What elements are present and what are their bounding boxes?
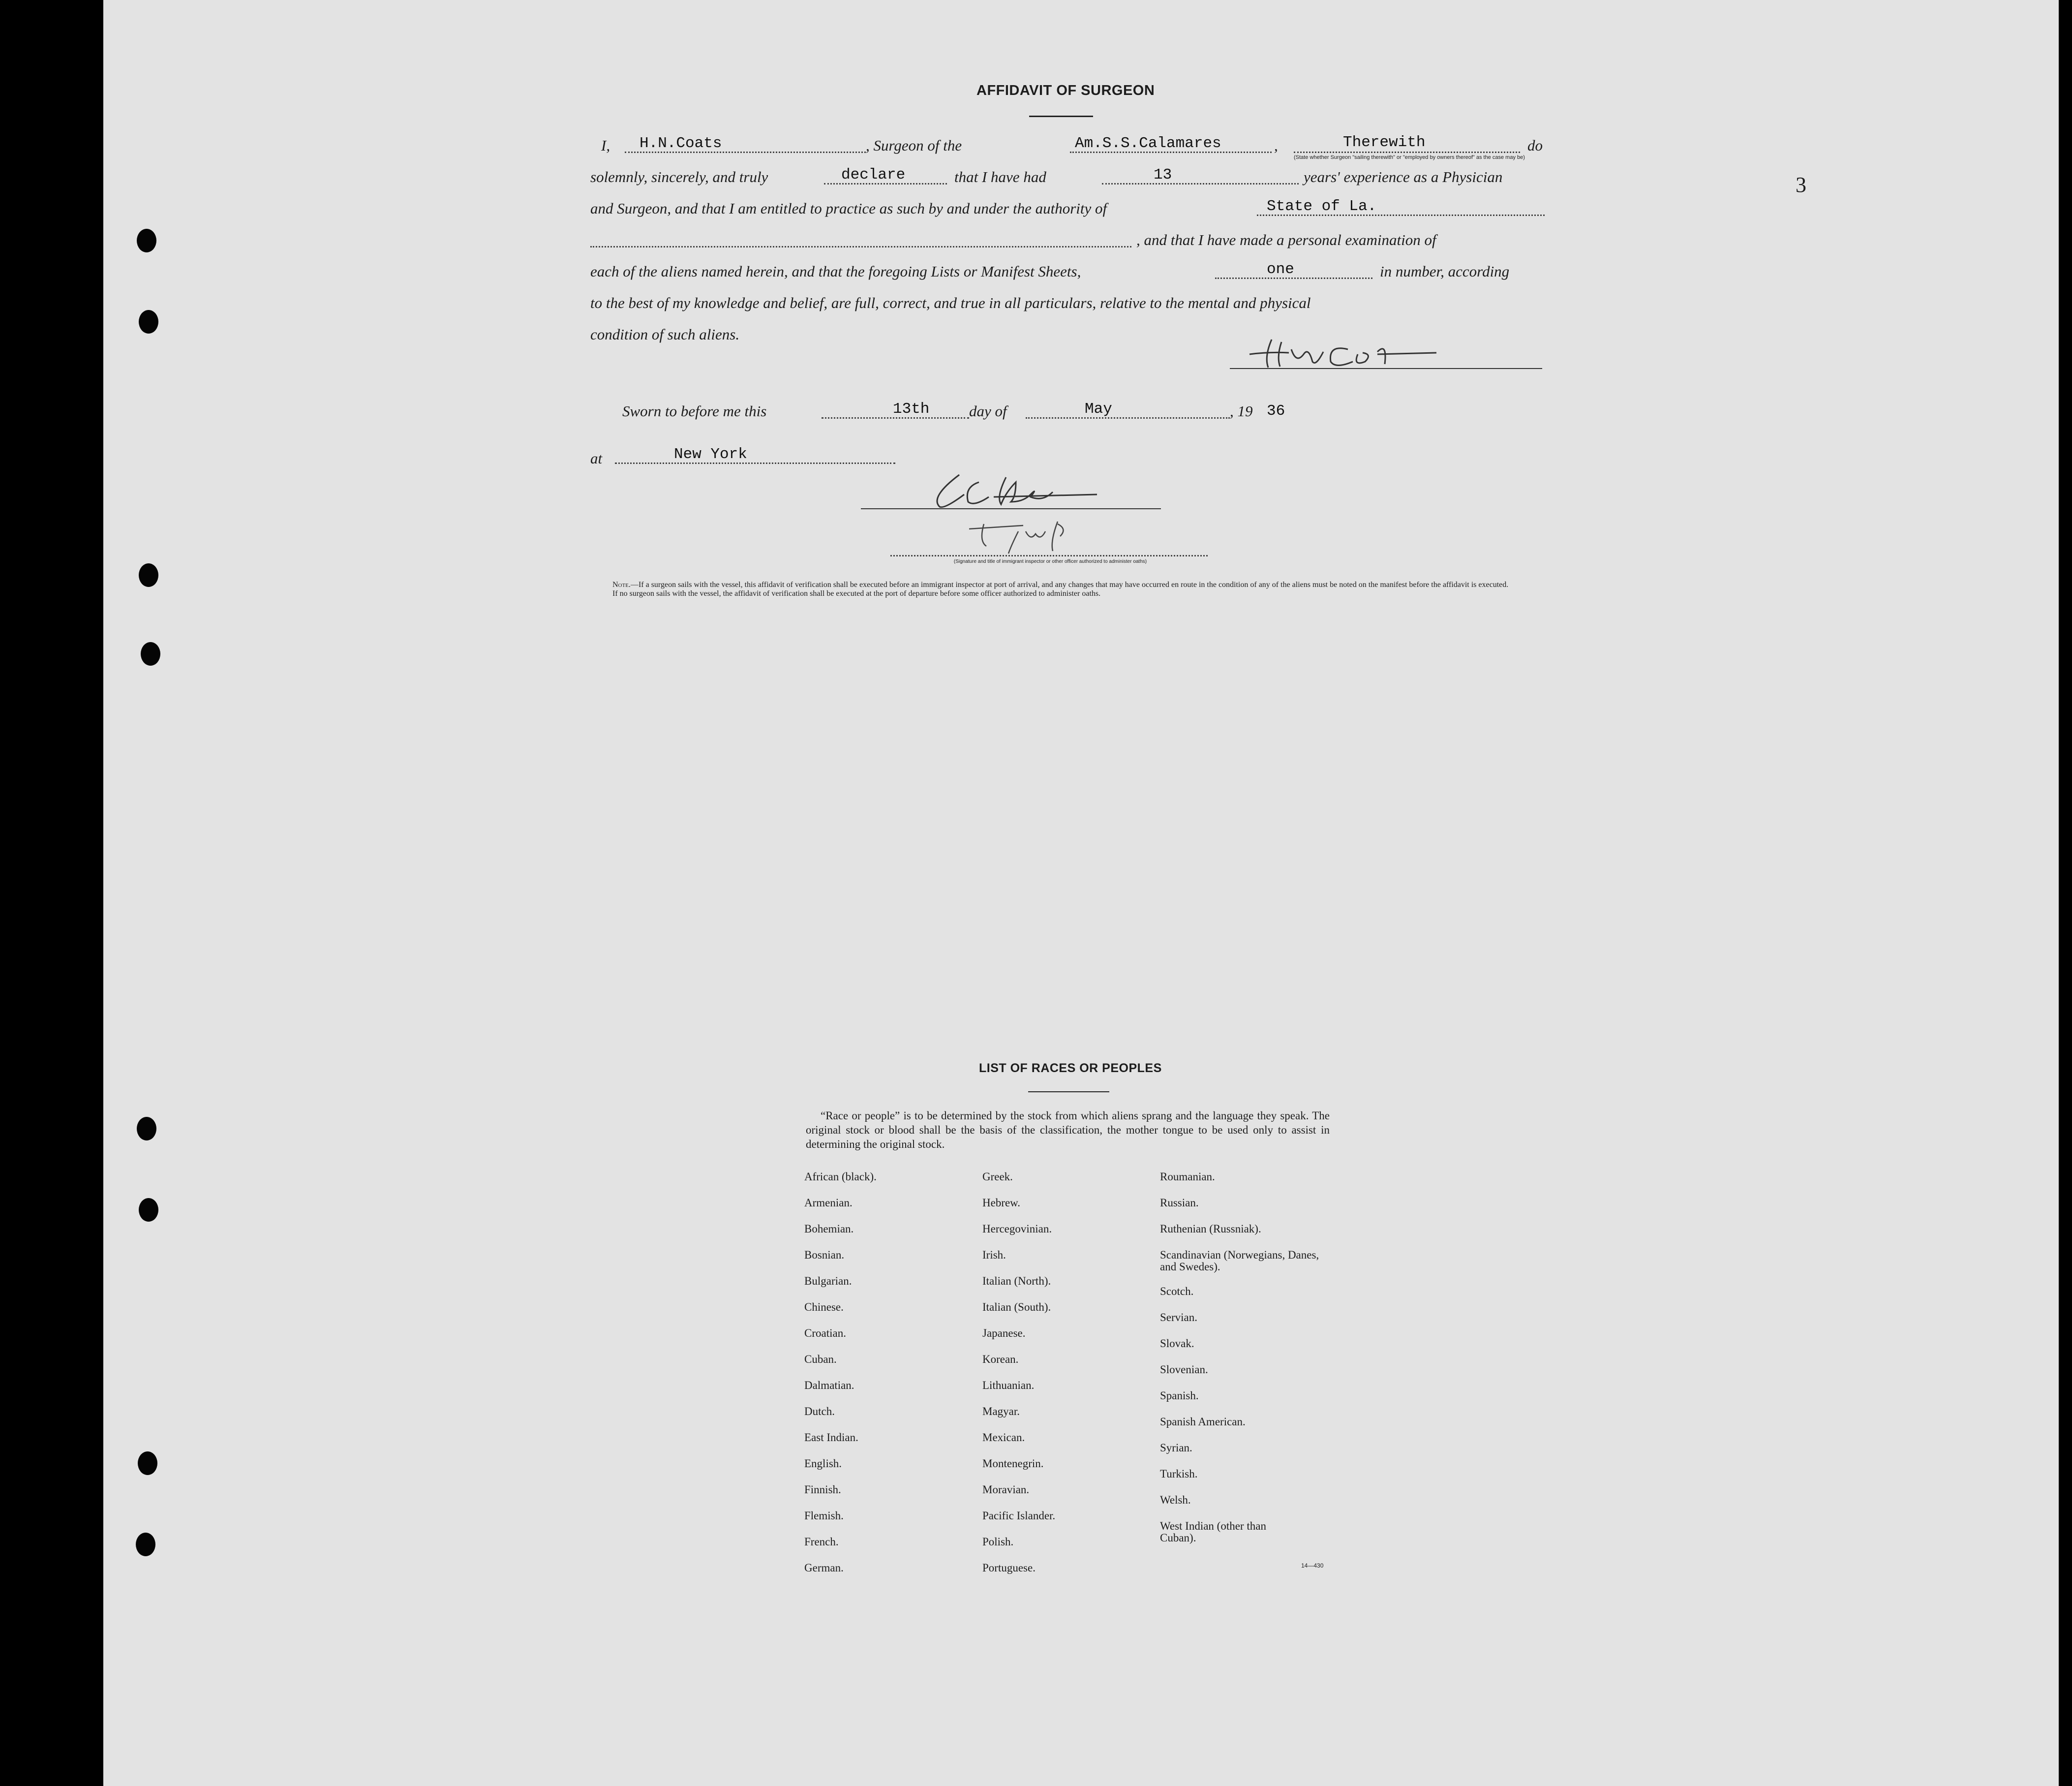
surgeon-signature-line [1230, 368, 1542, 369]
label-solemnly: solemnly, sincerely, and truly [590, 168, 768, 185]
label-year-prefix: , 19 [1230, 402, 1253, 420]
race-item: Italian (South). [982, 1301, 1051, 1313]
race-item: Russian. [1160, 1197, 1199, 1209]
race-item: Korean. [982, 1353, 1019, 1365]
race-item: Lithuanian. [982, 1379, 1035, 1391]
race-item: African (black). [804, 1170, 877, 1183]
race-item: Scotch. [1160, 1285, 1194, 1297]
affidavit-line-2 [590, 168, 1545, 188]
dotted-line [1026, 417, 1230, 419]
label-surgeon-of: , Surgeon of the [866, 137, 962, 154]
race-item: Turkish. [1160, 1468, 1198, 1480]
race-item: Welsh. [1160, 1494, 1191, 1506]
label-comma: , [1274, 137, 1278, 154]
capacity-note: (State whether Surgeon "sailing therewith" or "employed by owners thereof" as the case may be) [1294, 154, 1525, 160]
punch-hole [139, 1198, 158, 1222]
race-item: German. [804, 1562, 844, 1574]
inspector-signature [910, 467, 1146, 566]
sheets-count: one [1267, 261, 1294, 278]
affidavit-title: AFFIDAVIT OF SURGEON [976, 83, 1155, 98]
race-item: Greek. [982, 1170, 1013, 1183]
races-column-3 [1160, 1171, 1337, 1557]
punch-hole [139, 310, 158, 334]
label-i: I, [601, 137, 610, 154]
race-item: Hebrew. [982, 1197, 1021, 1209]
race-item: Spanish. [1160, 1389, 1199, 1402]
race-item: English. [804, 1457, 842, 1470]
inspector-title-line [890, 555, 1208, 556]
place-line [590, 446, 1545, 469]
label-sworn: Sworn to before me this [622, 402, 767, 420]
label-do: do [1527, 137, 1543, 154]
race-item: East Indian. [804, 1431, 858, 1444]
label-had: that I have had [954, 168, 1046, 185]
sworn-month: May [1085, 400, 1112, 418]
label-years: years' experience as a Physician [1304, 168, 1503, 185]
race-item: Cuban. [804, 1353, 837, 1365]
punch-hole [136, 1533, 155, 1556]
race-item: Polish. [982, 1536, 1014, 1548]
vessel-name: Am.S.S.Calamares [1075, 135, 1221, 152]
authority: State of La. [1267, 198, 1377, 215]
note-label: Note. [612, 581, 631, 589]
race-item: French. [804, 1536, 839, 1548]
race-item: Bohemian. [804, 1223, 854, 1235]
affidavit-line-1 [590, 134, 1545, 160]
race-item: Syrian. [1160, 1442, 1192, 1454]
race-item: Croatian. [804, 1327, 846, 1339]
note-text-1: —If a surgeon sails with the vessel, this affidavit of verification shall be executed before an immigrant inspector at port of arrival, and any changes that may have occurred en route in the condition of any of the aliens must be noted on the manifest before the affidavit is executed. [630, 581, 1509, 589]
race-item: Finnish. [804, 1483, 841, 1496]
surgeon-capacity: Therewith [1343, 134, 1426, 151]
dotted-line [1102, 183, 1299, 185]
affidavit-line-6 [590, 294, 1545, 314]
surgeon-name: H.N.Coats [640, 135, 722, 152]
label-belief: to the best of my knowledge and belief, are full, correct, and true in all particulars, relative to the mental and physical [590, 294, 1311, 311]
race-item: Spanish American. [1160, 1416, 1246, 1428]
dotted-line [1294, 152, 1520, 153]
race-item: Chinese. [804, 1301, 844, 1313]
affidavit-line-4 [590, 231, 1545, 251]
race-item: Portuguese. [982, 1562, 1036, 1574]
affidavit-line-3 [590, 200, 1545, 219]
place: New York [674, 446, 747, 463]
races-column-1 [804, 1171, 877, 1588]
race-item: Slovenian. [1160, 1363, 1208, 1376]
race-item: Japanese. [982, 1327, 1026, 1339]
races-column-2 [982, 1171, 1055, 1588]
race-item: Montenegrin. [982, 1457, 1044, 1470]
race-item: Slovak. [1160, 1337, 1194, 1350]
race-item: Dalmatian. [804, 1379, 854, 1391]
race-item: Irish. [982, 1249, 1006, 1261]
dotted-line [590, 246, 1131, 247]
races-intro: “Race or people” is to be determined by the stock from which aliens sprang and the language they speak. The original stock or blood shall be the basis of the classification, the mother tongue to be used only to assist in determining the original stock. [806, 1109, 1330, 1150]
race-item: Armenian. [804, 1197, 853, 1209]
label-condition: condition of such aliens. [590, 326, 740, 343]
punch-hole [141, 642, 160, 666]
race-item: West Indian (other than Cuban). [1160, 1520, 1266, 1544]
race-item: Dutch. [804, 1405, 835, 1417]
affidavit-line-5 [590, 263, 1545, 282]
label-examination: , and that I have made a personal examination of [1136, 231, 1436, 248]
race-item: Roumanian. [1160, 1170, 1215, 1183]
title-underline [1029, 116, 1093, 117]
race-item: Pacific Islander. [982, 1509, 1056, 1522]
years-experience: 13 [1154, 166, 1172, 184]
race-item: Italian (North). [982, 1275, 1051, 1287]
sworn-year: 36 [1267, 402, 1285, 420]
label-number: in number, according [1380, 263, 1510, 280]
punch-hole [137, 229, 156, 252]
inspector-signature-line [861, 508, 1161, 509]
race-item: Flemish. [804, 1509, 844, 1522]
race-item: Servian. [1160, 1311, 1198, 1324]
form-code: 14—430 [1301, 1562, 1324, 1569]
dotted-line [615, 462, 895, 464]
races-title-underline [1028, 1091, 1109, 1092]
label-surgeon-authority: and Surgeon, and that I am entitled to practice as such by and under the authority of [590, 200, 1107, 217]
race-item: Moravian. [982, 1483, 1030, 1496]
sworn-line [590, 402, 1545, 422]
race-item: Mexican. [982, 1431, 1025, 1444]
surgeon-signature [1230, 327, 1550, 376]
label-day-of: day of [969, 402, 1007, 420]
races-title: LIST OF RACES OR PEOPLES [979, 1061, 1162, 1075]
race-item: Bosnian. [804, 1249, 845, 1261]
inspector-caption: (Signature and title of immigrant inspector or other officer authorized to administer oaths) [953, 559, 1147, 564]
sworn-day: 13th [893, 400, 930, 418]
race-item: Ruthenian (Russniak). [1160, 1223, 1261, 1235]
label-aliens: each of the aliens named herein, and that the foregoing Lists or Manifest Sheets, [590, 263, 1081, 280]
punch-hole [139, 563, 158, 587]
punch-hole [137, 1117, 156, 1140]
label-at: at [590, 450, 603, 467]
page-number: 3 [1796, 173, 1806, 197]
affidavit-note [590, 581, 1545, 598]
race-item: Hercegovinian. [982, 1223, 1052, 1235]
race-item: Scandinavian (Norwegians, Danes, and Swedes). [1160, 1249, 1319, 1273]
race-item: Magyar. [982, 1405, 1020, 1417]
note-text-2: If no surgeon sails with the vessel, the affidavit of verification shall be executed at the port of departure before some officer authorized to administer oaths. [612, 589, 1101, 598]
declare-word: declare [841, 166, 906, 184]
race-item: Bulgarian. [804, 1275, 852, 1287]
punch-hole [138, 1451, 157, 1475]
